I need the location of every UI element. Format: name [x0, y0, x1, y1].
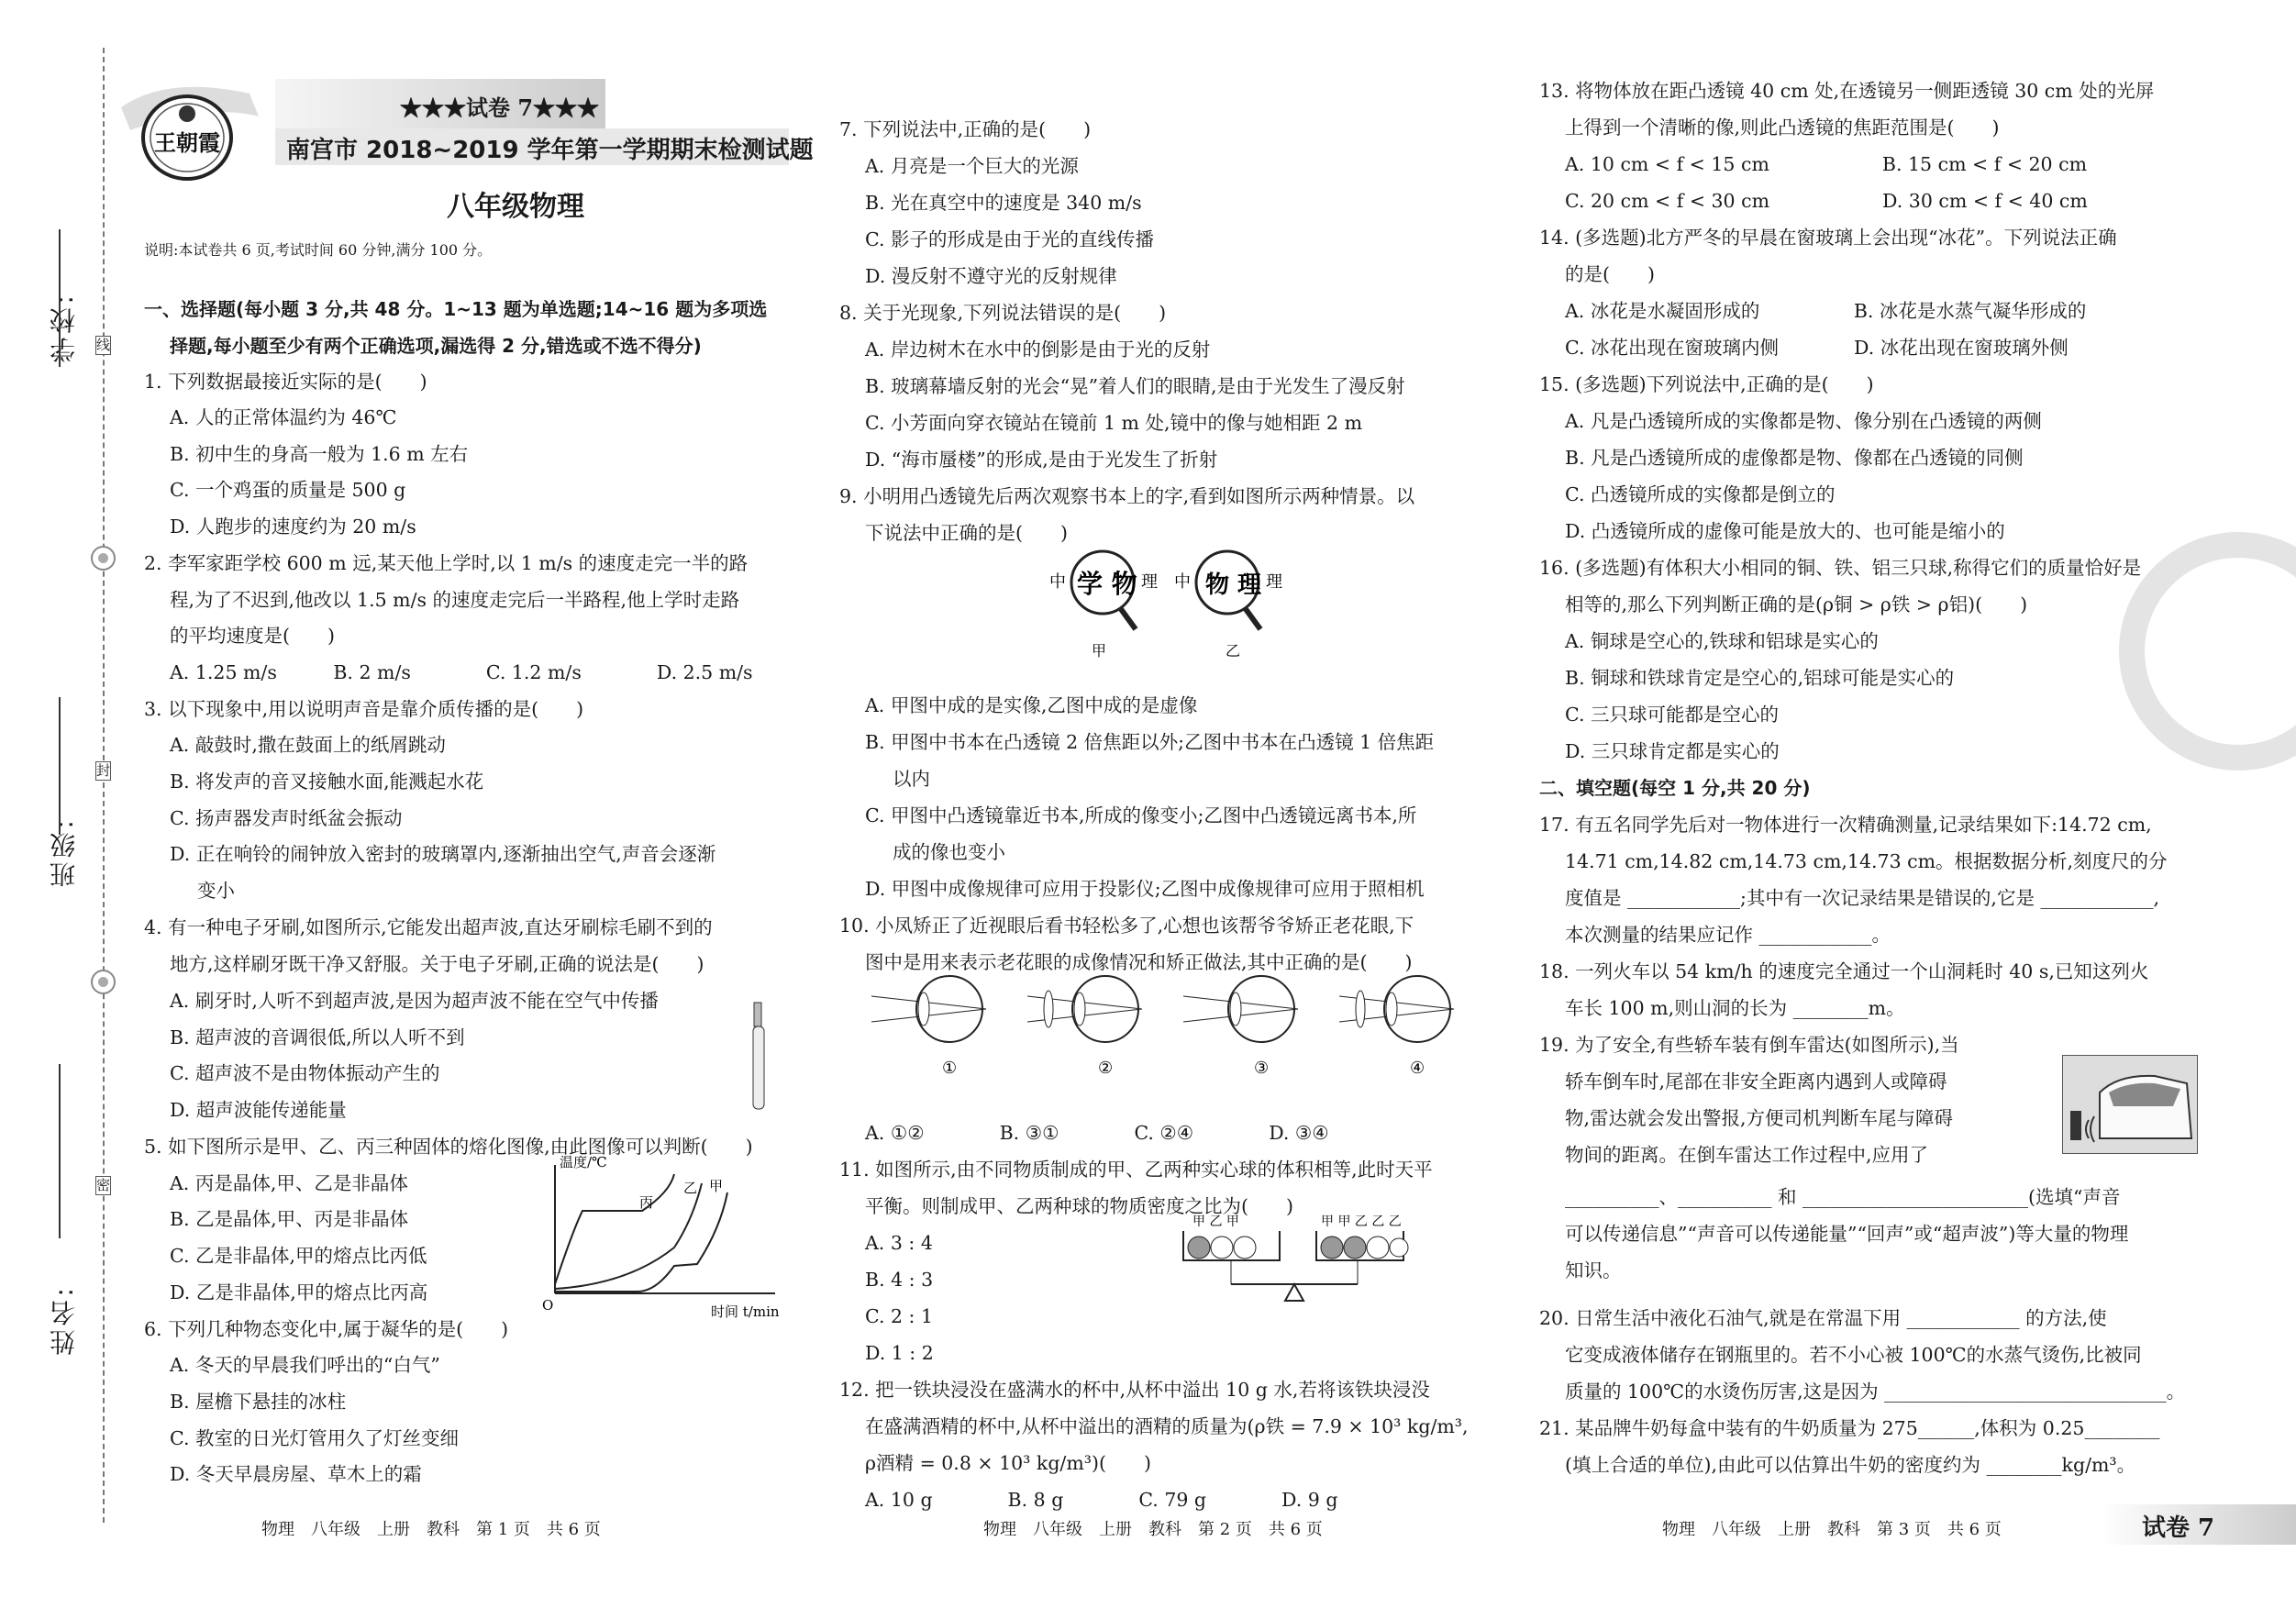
question-line: C. 乙是非晶体,甲的熔点比丙低 — [170, 1245, 427, 1267]
question-line: 12. 把一铁块浸没在盛满水的杯中,从杯中溢出 10 g 水,若将该铁块浸没 — [839, 1379, 1430, 1401]
exam-title: 南宫市 2018~2019 学年第一学期期末检测试题 — [286, 137, 814, 164]
question-line: D. 凸透镜所成的虚像可能是放大的、也可能是缩小的 — [1565, 520, 2005, 542]
question-line: 程,为了不迟到,他改以 1.5 m/s 的速度走完后一半路程,他上学时走路 — [170, 589, 740, 611]
question-line: 以内 — [893, 768, 930, 790]
name-label: 姓名: — [49, 1284, 79, 1356]
class-label: 班级: — [49, 816, 79, 888]
question-line: D. “海市蜃楼”的形成,是由于光发生了折射 — [865, 449, 1218, 471]
punch-hole — [91, 546, 116, 571]
question-line: 13. 将物体放在距凸透镜 40 cm 处,在透镜另一侧距透镜 30 cm 处的光屏 — [1539, 80, 2155, 102]
school-field[interactable] — [59, 229, 61, 367]
question-line: 的是( ) — [1565, 263, 1655, 285]
svg-text:理: 理 — [1266, 572, 1282, 592]
question-line: A. 刷牙时,人听不到超声波,是因为超声波不能在空气中传播 — [170, 990, 659, 1012]
question-line: D. 三只球肯定都是实心的 — [1565, 740, 1780, 762]
question-line: 物间的距离。在倒车雷达工作过程中,应用了 — [1565, 1144, 1929, 1166]
origin-label: O — [542, 1297, 554, 1314]
eye-diagram — [1027, 976, 1142, 1078]
question-line: 10. 小凤矫正了近视眼后看书轻松多了,心想也该帮爷爷矫正老花眼,下 — [839, 915, 1414, 937]
question-line: 16. (多选题)有体积大小相同的铜、铁、铝三只球,称得它们的质量恰好是 — [1539, 557, 2142, 579]
question-line: 1. 下列数据最接近实际的是( ) — [144, 371, 427, 393]
question-line: 成的像也变小 — [893, 841, 1005, 863]
question-line: 5. 如下图所示是甲、乙、丙三种固体的熔化图像,由此图像可以判断( ) — [144, 1136, 753, 1158]
question-line: B. 4 : 3 — [865, 1269, 934, 1291]
question-line: A. 冬天的早晨我们呼出的“白气” — [170, 1354, 440, 1376]
svg-text:中: 中 — [1174, 572, 1191, 592]
binding-line — [103, 48, 105, 1523]
question-line: A. 丙是晶体,甲、乙是非晶体 — [170, 1172, 408, 1194]
question-line: 上得到一个清晰的像,则此凸透镜的焦距范围是( ) — [1565, 116, 2000, 139]
svg-text:甲 乙 甲: 甲 乙 甲 — [1192, 1214, 1239, 1229]
question-line: 18. 一列火车以 54 km/h 的速度完全通过一个山洞耗时 40 s,已知这列火 — [1539, 960, 2149, 982]
question-line: 14. (多选题)北方严冬的早晨在窗玻璃上会出现“冰花”。下列说法正确 — [1539, 227, 2117, 249]
question-line: 4. 有一种电子牙刷,如图所示,它能发出超声波,直达牙刷棕毛刷不到的 — [144, 916, 713, 938]
eye-label: ② — [1098, 1059, 1114, 1078]
question-line: B. 铜球和铁球肯定是空心的,铝球可能是实心的 — [1565, 667, 1955, 689]
question-line: 8. 关于光现象,下列说法错误的是( ) — [839, 302, 1167, 324]
question-line: 可以传递信息”“声音可以传递能量”“回声”或“超声波”)等大量的物理 — [1565, 1223, 2129, 1245]
eye-diagram — [1183, 976, 1298, 1078]
question-line: 9. 小明用凸透镜先后两次观察书本上的字,看到如图所示两种情景。以 — [839, 485, 1415, 507]
svg-text:学 物: 学 物 — [1077, 569, 1137, 599]
question-line: 3. 以下现象中,用以说明声音是靠介质传播的是( ) — [144, 698, 584, 720]
question-line: C. 扬声器发声时纸盆会振动 — [170, 807, 403, 829]
question-line: B. 超声波的音调很低,所以人听不到 — [170, 1026, 465, 1048]
question-line: D. 超声波能传递能量 — [170, 1099, 347, 1121]
question-line: C. 教室的日光灯管用久了灯丝变细 — [170, 1427, 459, 1449]
question-line: 2. 李军家距学校 600 m 远,某天他上学时,以 1 m/s 的速度走完一半的路 — [144, 552, 749, 574]
svg-text:理: 理 — [1141, 572, 1158, 592]
question-line: D. 甲图中成像规律可应用于投影仪;乙图中成像规律可应用于照相机 — [865, 878, 1425, 900]
question-line: 地方,这样刷牙既干净又舒服。关于电子牙刷,正确的说法是( ) — [170, 953, 704, 975]
question-line: ρ酒精 = 0.8 × 10³ kg/m³)( ) — [865, 1452, 1151, 1474]
question-line: B. 屋檐下悬挂的冰柱 — [170, 1391, 347, 1413]
question-line: C. 三只球可能都是空心的 — [1565, 704, 1779, 726]
question-line: 11. 如图所示,由不同物质制成的甲、乙两种实心球的体积相等,此时天平 — [839, 1159, 1433, 1181]
question-line: A. 3 : 4 — [865, 1232, 933, 1254]
question-line: B. 凡是凸透镜所成的虚像都是物、像都在凸透镜的同侧 — [1565, 447, 2024, 469]
svg-text:甲 甲 乙 乙 乙: 甲 甲 乙 乙 乙 — [1321, 1214, 1402, 1229]
question-line: B. 乙是晶体,甲、丙是非晶体 — [170, 1208, 409, 1230]
eye-label: ① — [942, 1059, 958, 1078]
paper-label: ★★★试卷 7★★★ — [400, 94, 600, 121]
question-line: D. 1 : 2 — [865, 1342, 934, 1364]
question-line: 图中是用来表示老花眼的成像情况和矫正做法,其中正确的是( ) — [865, 951, 1413, 973]
question-line: A. 冰花是水凝固形成的 B. 冰花是水蒸气凝华形成的 — [1565, 300, 2087, 322]
curve-label-bing: 丙 — [639, 1194, 654, 1211]
toothbrush-figure — [745, 995, 782, 1118]
question-line: 一、选择题(每小题 3 分,共 48 分。1~13 题为单选题;14~16 题为多项选 — [144, 298, 768, 320]
footer-badge: 试卷 7 — [2142, 1514, 2215, 1542]
lens-figure — [1046, 541, 1321, 688]
class-field[interactable] — [59, 697, 61, 835]
name-field[interactable] — [59, 1064, 61, 1238]
question-line: B. 玻璃幕墙反射的光会“晃”着人们的眼睛,是由于光发生了漫反射 — [865, 375, 1405, 397]
question-line: 相等的,那么下列判断正确的是(ρ铜 > ρ铁 > ρ铝)( ) — [1565, 593, 2028, 616]
question-line: C. 一个鸡蛋的质量是 500 g — [170, 479, 406, 501]
eye-diagrams — [867, 970, 1509, 1081]
question-line: 14.71 cm,14.82 cm,14.73 cm,14.73 cm。根据数据分析,刻度尺的分 — [1565, 850, 2168, 872]
melting-graph — [537, 1156, 803, 1321]
seal-mark-xian: 线 — [96, 337, 111, 353]
question-line: B. 将发声的音叉接触水面,能溅起水花 — [170, 771, 484, 793]
svg-text:乙: 乙 — [1226, 642, 1241, 660]
question-line: 下说法中正确的是( ) — [865, 522, 1068, 544]
question-line: 择题,每小题至少有两个正确选项,漏选得 2 分,错选或不选不得分) — [170, 335, 702, 357]
question-line: A. 凡是凸透镜所成的实像都是物、像分别在凸透镜的两侧 — [1565, 410, 2042, 432]
svg-text:甲: 甲 — [1092, 642, 1107, 660]
question-line: 在盛满酒精的杯中,从杯中溢出的酒精的质量为(ρ铁 = 7.9 × 10³ kg/m³, — [865, 1415, 1469, 1437]
seal-mark-mi: 密 — [96, 1177, 111, 1193]
question-line: A. 敲鼓时,撒在鼓面上的纸屑跳动 — [170, 734, 446, 756]
svg-text:中: 中 — [1049, 572, 1066, 592]
question-line: 它变成液体储存在钢瓶里的。若不小心被 100℃的水蒸气烫伤,比被同 — [1565, 1344, 2142, 1366]
eye-label: ③ — [1254, 1059, 1270, 1078]
question-line: D. 漫反射不遵守光的反射规律 — [865, 265, 1117, 287]
question-line: B. 初中生的身高一般为 1.6 m 左右 — [170, 443, 469, 465]
question-line: B. 甲图中书本在凸透镜 2 倍焦距以外;乙图中书本在凸透镜 1 倍焦距 — [865, 731, 1435, 753]
curve-label-jia: 甲 — [709, 1178, 724, 1194]
question-line: 物,雷达就会发出警报,方便司机判断车尾与障碍 — [1565, 1107, 1954, 1129]
svg-text:物 理: 物 理 — [1205, 571, 1262, 599]
question-line: D. 正在响铃的闹钟放入密封的玻璃罩内,逐渐抽出空气,声音会逐渐 — [170, 843, 716, 865]
question-line: A. 铜球是空心的,铁球和铝球是实心的 — [1565, 630, 1879, 652]
logo-text: 王朝霞 — [154, 129, 220, 156]
eye-label: ④ — [1410, 1059, 1425, 1078]
eye-diagram — [871, 976, 986, 1078]
question-line: 知识。 — [1565, 1259, 1622, 1281]
question-line: 6. 下列几种物态变化中,属于凝华的是( ) — [144, 1318, 509, 1340]
exam-note: 说明:本试卷共 6 页,考试时间 60 分钟,满分 100 分。 — [144, 241, 493, 259]
question-line: C. 影子的形成是由于光的直线传播 — [865, 228, 1154, 250]
question-line: 轿车倒车时,尾部在非安全距离内遇到人或障碍 — [1565, 1070, 1947, 1092]
question-line: 度值是 ____________;其中有一次记录结果是错误的,它是 ____________, — [1565, 887, 2159, 909]
question-line: C. 小芳面向穿衣镜站在镜前 1 m 处,镜中的像与她相距 2 m — [865, 412, 1363, 434]
question-line: A. 10 cm < f < 15 cm B. 15 cm < f < 20 cm — [1565, 153, 2088, 175]
page-footer-3: 物理 八年级 上册 教科 第 3 页 共 6 页 — [1662, 1520, 2002, 1539]
column-3 — [1539, 0, 2200, 1514]
question-line: 15. (多选题)下列说法中,正确的是( ) — [1539, 373, 1874, 395]
seal-mark-feng: 封 — [96, 762, 111, 779]
question-line: C. 冰花出现在窗玻璃内侧 D. 冰花出现在窗玻璃外侧 — [1565, 337, 2069, 359]
punch-hole — [91, 970, 116, 994]
question-line: 的平均速度是( ) — [170, 625, 335, 647]
question-line: 19. 为了安全,有些轿车装有倒车雷达(如图所示),当 — [1539, 1034, 1959, 1056]
school-label: 学校: — [49, 292, 79, 363]
question-line: A. 甲图中成的是实像,乙图中成的是虚像 — [865, 694, 1198, 716]
question-line: C. 凸透镜所成的实像都是倒立的 — [1565, 483, 1836, 505]
question-line: A. 1.25 m/s B. 2 m/s C. 1.2 m/s D. 2.5 m/s — [170, 661, 753, 683]
question-line: D. 冬天早晨房屋、草木上的霜 — [170, 1463, 422, 1485]
question-line: D. 人跑步的速度约为 20 m/s — [170, 516, 416, 538]
question-line: B. 光在真空中的速度是 340 m/s — [865, 192, 1142, 214]
question-line: A. 岸边树木在水中的倒影是由于光的反射 — [865, 338, 1211, 360]
question-line: 二、填空题(每空 1 分,共 20 分) — [1539, 777, 1811, 799]
subject-title: 八年级物理 — [447, 191, 584, 223]
question-line: A. ①② B. ③① C. ②④ D. ③④ — [865, 1122, 1329, 1144]
question-line: C. 甲图中凸透镜靠近书本,所成的像变小;乙图中凸透镜远离书本,所 — [865, 804, 1417, 826]
question-line: 20. 日常生活中液化石油气,就是在常温下用 ____________ 的方法,使 — [1539, 1307, 2107, 1329]
question-line: 质量的 100℃的水烫伤厉害,这是因为 ______________________________。 — [1565, 1381, 2186, 1403]
axis-y-label: 温度/℃ — [560, 1156, 607, 1170]
question-line: C. 超声波不是由物体振动产生的 — [170, 1062, 440, 1084]
question-line: (填上合适的单位),由此可以估算出牛奶的密度约为 ________kg/m³。 — [1565, 1454, 2136, 1476]
question-line: 变小 — [197, 880, 235, 902]
question-line: 7. 下列说法中,正确的是( ) — [839, 118, 1092, 140]
question-line: A. 月亮是一个巨大的光源 — [865, 155, 1079, 177]
balance-figure — [1174, 1213, 1413, 1314]
eye-diagram — [1339, 976, 1454, 1078]
car-radar-figure — [2062, 1055, 2198, 1154]
axis-x-label: 时间 t/min — [711, 1303, 780, 1320]
question-line: A. 人的正常体温约为 46℃ — [170, 406, 397, 428]
question-line: C. 2 : 1 — [865, 1305, 934, 1327]
question-line: 车长 100 m,则山洞的长为 ________m。 — [1565, 997, 1905, 1019]
question-line: 17. 有五名同学先后对一物体进行一次精确测量,记录结果如下:14.72 cm, — [1539, 814, 2152, 836]
question-line: 21. 某品牌牛奶每盒中装有的牛奶质量为 275______,体积为 0.25________ — [1539, 1417, 2160, 1439]
question-line: C. 20 cm < f < 30 cm D. 30 cm < f < 40 cm — [1565, 190, 2088, 212]
question-line: __________、__________ 和 ________________________(选填“声音 — [1565, 1186, 2121, 1208]
page-footer-1: 物理 八年级 上册 教科 第 1 页 共 6 页 — [261, 1520, 601, 1539]
curve-label-yi: 乙 — [683, 1180, 698, 1196]
question-line: 本次测量的结果应记作 ____________。 — [1565, 924, 1891, 946]
question-line: D. 乙是非晶体,甲的熔点比丙高 — [170, 1281, 428, 1303]
question-line: A. 10 g B. 8 g C. 79 g D. 9 g — [865, 1489, 1338, 1511]
question-line: 平衡。则制成甲、乙两种球的物质密度之比为( ) — [865, 1195, 1293, 1217]
page-footer-2: 物理 八年级 上册 教科 第 2 页 共 6 页 — [983, 1520, 1323, 1539]
